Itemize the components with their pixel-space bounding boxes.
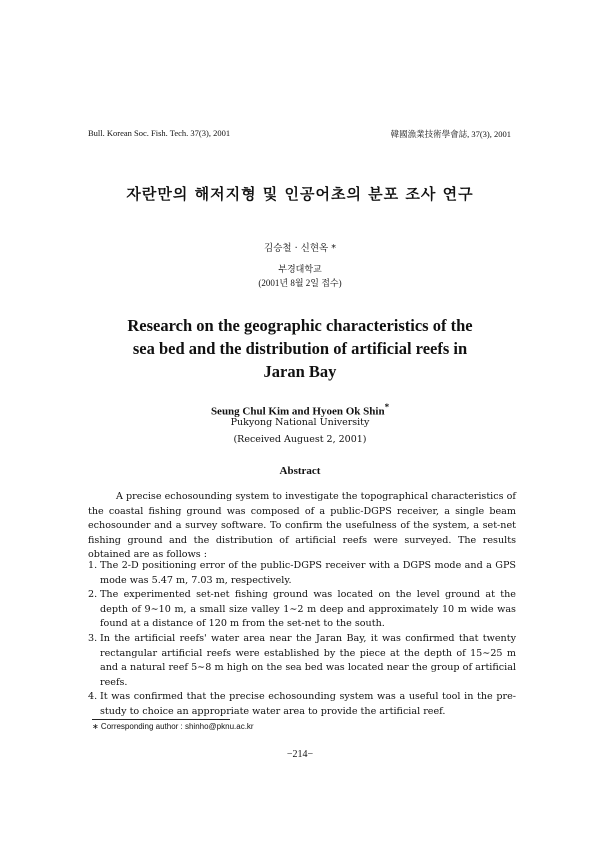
list-item-text: The 2-D positioning error of the public-DGPS receiver with a DGPS mode and a GPS mode was 5.47 m, 7.03 m, respectively. [100, 560, 516, 586]
korean-authors: 김승철 · 신현옥 * [264, 243, 336, 254]
list-item [88, 690, 516, 719]
footnote-divider [92, 719, 230, 720]
korean-affiliation: 부경대학교 [278, 265, 322, 275]
list-item [88, 632, 516, 690]
abstract-intro: A precise echosounding system to investigate the topographical characteristics of the coastal fishing ground was composed of a public-DGPS receiver, a single beam echosounder and a survey software. To confirm the usefulness of the system, a set-net fishing ground and the distribution of artificial reefs were surveyed. The results obtained are as follows : [88, 491, 516, 561]
abstract-heading: Abstract [279, 465, 321, 477]
list-item [88, 559, 516, 588]
list-item [88, 588, 516, 632]
corresponding-mark: * [384, 402, 390, 412]
english-title-line: sea bed and the distribution of artificial reefs in [132, 339, 468, 358]
english-authors [0, 402, 600, 418]
english-title [0, 314, 600, 383]
list-item-number: 3. [88, 632, 98, 644]
results-list [88, 559, 516, 720]
journal-citation-korean: 韓國漁業技術學會誌, 37(3), 2001 [390, 129, 511, 139]
english-affiliation: Pukyong National University [230, 417, 370, 428]
english-received-date: (Received Auguest 2, 2001) [233, 434, 367, 445]
list-item-text: It was confirmed that the precise echosounding system was a useful tool in the pre-study to choice an appropriate water area to provide the artificial reef. [100, 691, 516, 717]
author-names: Seung Chul Kim and Hyoen Ok Shin [210, 405, 385, 418]
corresponding-author-footnote: ∗ Corresponding author : shinho@pknu.ac.kr [92, 722, 254, 731]
list-item-number: 1. [88, 560, 98, 571]
english-title-line: Research on the geographic characteristics of the [127, 316, 473, 335]
journal-citation: Bull. Korean Soc. Fish. Tech. 37(3), 2001 [88, 128, 231, 138]
list-item-number: 4. [88, 691, 98, 703]
korean-received-date: (2001년 8월 2일 접수) [258, 278, 342, 288]
page-number: −214− [286, 749, 314, 760]
korean-title: 자란만의 해저지형 및 인공어초의 분포 조사 연구 [126, 185, 474, 203]
english-title-line: Jaran Bay [263, 362, 337, 381]
list-item-text: The experimented set-net fishing ground was located on the level ground at the depth of 9∼10 m, a small size valley 1∼2 m deep and approximately 10 m wide was found at a distance of 120 m from the set-net to the south. [100, 589, 516, 630]
list-item-number: 2. [88, 589, 98, 601]
list-item-text: In the artificial reefs' water area near the Jaran Bay, it was confirmed that twenty rectangular artificial reefs were established by the piece at the depth of 15∼25 m and a natural reef 5∼8 m high on the sea bed was located near the group of artificial reefs. [100, 632, 516, 688]
